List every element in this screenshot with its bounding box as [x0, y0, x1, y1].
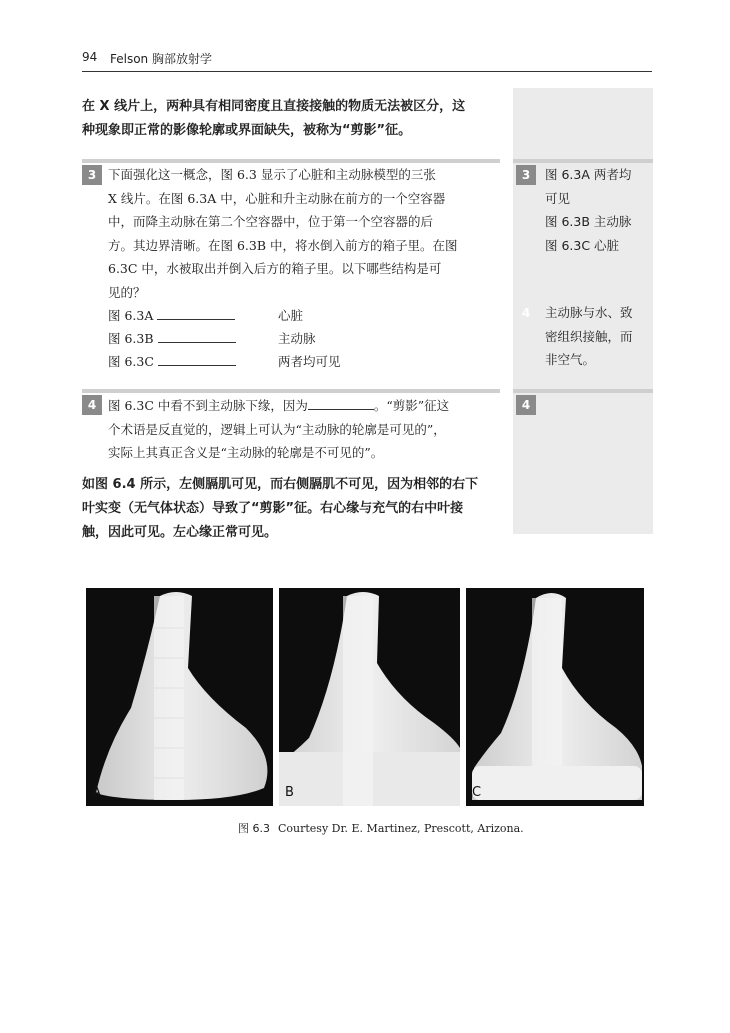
xray-image-b — [279, 588, 460, 806]
question-text: 。“剪影”征这 — [373, 398, 450, 413]
figure-ref: 图 6.3C — [108, 354, 154, 369]
answer-number-badge: 4 — [516, 395, 536, 415]
closing-line: 叶实变（无气体状态）导致了“剪影”征。右心缘与充气的右中叶接 — [82, 501, 464, 516]
answer-4-text — [545, 301, 650, 372]
answer-line: 非空气。 — [545, 352, 596, 367]
closing-line: 如图 6.4 所示，左侧膈肌可见，而右侧膈肌不可见，因为相邻的右下 — [82, 477, 479, 492]
answer-line: 图 6.3B 主动脉 — [545, 214, 632, 229]
sidebar-divider — [513, 389, 653, 393]
choice-option: 心脏 — [278, 308, 304, 323]
choice-option: 两者均可见 — [278, 354, 341, 369]
fill-item — [108, 327, 236, 351]
question-number-badge: 3 — [82, 165, 102, 185]
book-title: Felson 胸部放射学 — [110, 52, 212, 66]
question-divider — [82, 389, 500, 393]
panel-label: A — [92, 785, 101, 800]
answer-line: 主动脉与水、致 — [545, 305, 633, 320]
question-line: 个术语是反直觉的，逻辑上可认为“主动脉的轮廓是可见的”， — [108, 421, 446, 437]
answer-blank[interactable] — [158, 352, 236, 366]
answer-3-text — [545, 163, 650, 257]
answer-number-badge: 3 — [516, 165, 536, 185]
question-number-badge: 4 — [82, 395, 102, 415]
question-3-text — [108, 163, 496, 304]
answer-line: 图 6.3A 两者均 — [545, 167, 632, 182]
fill-item — [108, 304, 235, 328]
choice-option: 主动脉 — [278, 331, 316, 346]
figure-ref: 图 6.3A — [108, 308, 154, 323]
panel-label: B — [285, 785, 294, 800]
xray-panel-a — [86, 588, 273, 806]
question-line: 方。其边界清晰。在图 6.3B 中，将水倒入前方的箱子里。在图 — [108, 237, 458, 253]
figure-credit: Courtesy Dr. E. Martinez, Prescott, Arizona. — [278, 822, 524, 835]
question-4-text — [108, 394, 496, 465]
answer-number-faint: 4 — [521, 306, 531, 320]
closing-line: 触，因此可见。左心缘正常可见。 — [82, 525, 278, 540]
answer-blank[interactable] — [157, 306, 235, 320]
intro-line: 在 X 线片上，两种具有相同密度且直接接触的物质无法被区分，这 — [82, 99, 466, 114]
answer-blank[interactable] — [158, 329, 236, 343]
question-line: 中，而降主动脉在第二个空容器中，位于第一个空容器的后 — [108, 214, 434, 229]
question-line: 下面强化这一概念，图 6.3 显示了心脏和主动脉模型的三张 — [108, 167, 436, 182]
xray-image-a — [86, 588, 273, 806]
fill-item — [108, 350, 236, 374]
closing-paragraph — [82, 473, 497, 545]
page-number: 94 — [82, 50, 98, 64]
intro-line: 种现象即正常的影像轮廓或界面缺失，被称为“剪影”征。 — [82, 123, 412, 138]
intro-paragraph — [82, 95, 497, 143]
figure-caption — [238, 820, 524, 836]
xray-panel-b — [279, 588, 460, 806]
question-line: X 线片。在图 6.3A 中，心脏和升主动脉在前方的一个空容器 — [108, 190, 446, 206]
xray-panel-c — [466, 588, 644, 806]
xray-image-c — [466, 588, 644, 806]
figure-ref: 图 6.3B — [108, 331, 154, 346]
question-line — [108, 394, 496, 418]
answer-line: 可见 — [545, 190, 571, 206]
question-line: 见的？ — [108, 284, 146, 300]
answer-blank[interactable] — [308, 396, 374, 410]
question-line: 6.3C 中，水被取出并倒入后方的箱子里。以下哪些结构是可 — [108, 261, 442, 276]
panel-label: C — [472, 785, 482, 800]
answer-line: 图 6.3C 心脏 — [545, 237, 620, 253]
figure-number: 图 6.3 — [238, 822, 270, 835]
answer-line: 密组织接触，而 — [545, 328, 633, 344]
question-text: 图 6.3C 中看不到主动脉下缘，因为 — [108, 398, 308, 413]
page-header — [82, 50, 652, 72]
question-line: 实际上其真正含义是“主动脉的轮廓是不可见的”。 — [108, 445, 384, 460]
